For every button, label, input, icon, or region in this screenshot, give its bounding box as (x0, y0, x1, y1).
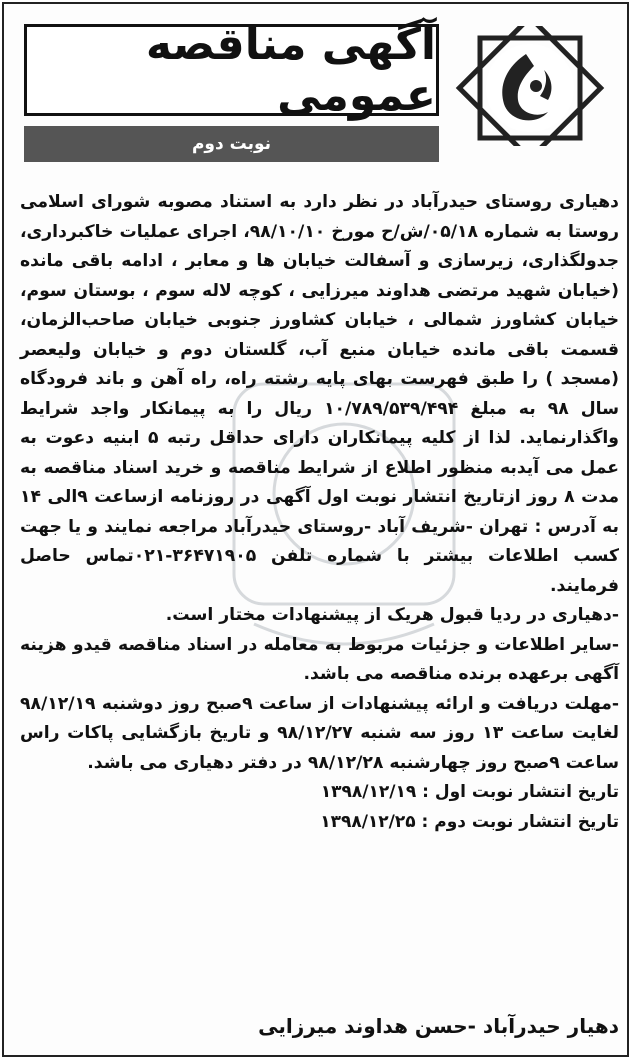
body-paragraph: -سایر اطلاعات و جزئیات مربوط به معامله در اسناد مناقصه قیدو هزینه آگهی برعهده برنده مناقصه می باشد. (20, 634, 619, 684)
title-box (24, 19, 439, 121)
notice-title: آگهی مناقصه عمومی (145, 19, 436, 121)
signature-line: دهیار حیدرآباد -حسن هداوند میرزایی (258, 1014, 619, 1038)
body-paragraph: -دهیاری در ردیا قبول هریک از پیشنهادات مختار است. (165, 605, 619, 625)
body-paragraph: دهیاری روستای حیدرآباد در نظر دارد به استناد مصوبه شورای اسلامی روستا به شماره ۰۵/۱۸/ش/ح مورخ ۹۸/۱۰/۱۰، اجرای عملیات خاکبرداری، جدولگذاری، زیرسازی و آسفالت خیابان ها و معابر ، ادامه باقی مانده (خیابان شهید مرتضی هداوند میرزایی ، کوچه لاله سوم ، بوستان سوم، خیابان کشاورز شمالی ، خیابان کشاورز جنوبی خیابان صاحب‌الزمان، قسمت باقی مانده خیابان منبع آب، گلستان دوم و خیابان ولیعصر (مسجد ) را طبق فهرست بهای پایه رشته راه، راه آهن و باند فرودگاه سال ۹۸ به مبلغ ۱۰/۷۸۹/۵۳۹/۴۹۴ ریال را به پیمانکار واجد شرایط واگذارنماید. لذا از کلیه پیمانکاران دارای حداقل رتبه ۵ ابنیه دعوت به عمل می آیدبه منظور اطلاع از شرایط مناقصه و خرید اسناد مناقصه به مدت ۸ روز ازتاریخ انتشار نوبت اول آگهی در روزنامه ازساعت ۹الی ۱۴ به آدرس : تهران -شریف آباد -روستای حیدرآباد مراجعه نمایند و یا جهت کسب اطلاعات بیشتر با شماره تلفن ۳۶۴۷۱۹۰۵-۰۲۱تماس حاصل فرمایند. (20, 192, 620, 596)
octagram-emblem-icon (448, 26, 613, 146)
subtitle-bar (24, 126, 439, 162)
body-paragraph: -مهلت دریافت و ارائه پیشنهادات از ساعت ۹صبح روز دوشنبه ۹۸/۱۲/۱۹ لغایت ساعت ۱۳ روز سه شنبه ۹۸/۱۲/۲۷ و تاریخ بازگشایی پاکات راس ساعت ۹صبح روز چهارشنبه ۹۸/۱۲/۲۸ در دفتر دهیاری می باشد. (20, 693, 620, 773)
first-publication-date: تاریخ انتشار نوبت اول : ۱۳۹۸/۱۲/۱۹ (320, 782, 619, 802)
notice-subtitle: نوبت دوم (191, 134, 272, 154)
notice-header (16, 16, 621, 156)
second-publication-date: تاریخ انتشار نوبت دوم : ۱۳۹۸/۱۲/۲۵ (320, 811, 619, 832)
notice-body (20, 188, 619, 837)
notice-frame (2, 2, 629, 1057)
